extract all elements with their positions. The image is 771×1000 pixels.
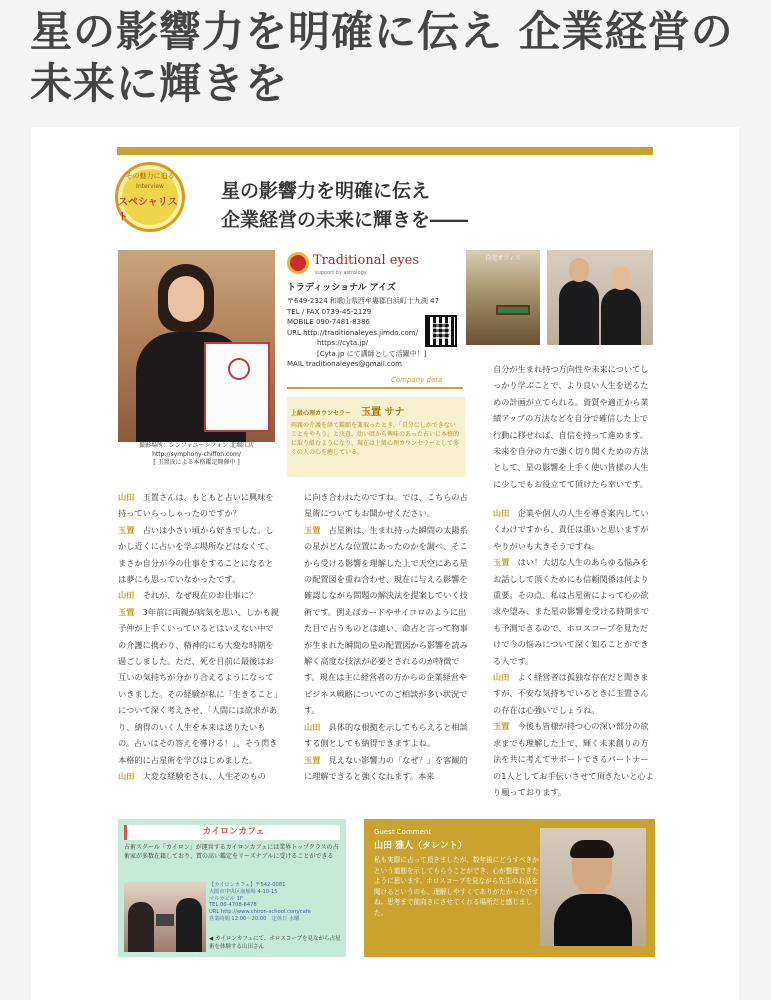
speaker: 玉置 bbox=[304, 524, 321, 535]
dialogue-line bbox=[118, 604, 280, 768]
dialogue-text: はい！大切な人生のあらゆる悩みをお話しして頂くためにも信頼関係は何より重要。その点、私は占星術によって心の欲求や望み、また星の影響を受ける時期までも予測できるので、ホロスコープを見ただけで今の悩みについて深く知ることができる人です。 bbox=[493, 557, 650, 666]
speaker: 玉置 bbox=[493, 557, 510, 568]
cairon-info-line: マルカビル 1F bbox=[209, 895, 243, 902]
portrait-caption bbox=[118, 442, 275, 470]
company-url: URL http://traditionaleyes.jimdo.com/ bbox=[287, 328, 418, 337]
seal-main-text: スペシャリスト bbox=[118, 197, 178, 223]
profile-role: 上級心理カウンセラー bbox=[291, 410, 352, 417]
seal-top-text: その魅力に迫る bbox=[125, 172, 175, 180]
dialogue-line bbox=[118, 489, 280, 522]
dialogue-text: 大変な経験をされ、人生そのもの bbox=[142, 770, 266, 781]
cairon-cafe-title: カイロンカフェ bbox=[124, 825, 340, 840]
company-logo-icon bbox=[287, 252, 309, 274]
qr-code-icon bbox=[425, 315, 457, 347]
cairon-info-line: URL http://www.chiron-school.com/cafe bbox=[209, 909, 311, 916]
guest-comment-label: Guest Comment bbox=[374, 828, 432, 836]
dialogue-line bbox=[304, 489, 468, 522]
dialogue-text: 企業や個人の人生を導き案内していくわけですから、責任は重いと思いますがやりがいも大きそうですね。 bbox=[493, 508, 649, 551]
top-gold-rule bbox=[117, 147, 653, 155]
cairon-cafe-photo bbox=[124, 882, 206, 952]
speaker: 山田 bbox=[118, 770, 135, 781]
office-photo bbox=[466, 250, 540, 345]
profile-name: 玉置 サナ bbox=[361, 407, 405, 418]
company-tel: TEL / FAX 0739-45-2129 bbox=[287, 307, 372, 316]
caption-location: 撮影場所：シンフォニーシフォン 北堀江店 bbox=[138, 442, 255, 449]
profile-text: 両親の介護を経て鑑願を兼取ったとき、「自分にしかできないことをやろう」と決意。幼い頃から興味のあった占いに本格的に取り組むようになり、現在は上級心理カウンセラーとして多くの人の心を癒している。 bbox=[291, 422, 460, 456]
caption-url: http://symphony-chiffon.com/ bbox=[152, 450, 241, 458]
dialogue-text: 見えない影響力の「なぜ？」を客観的に理解できると強くなれます。本来 bbox=[304, 754, 468, 781]
company-logo-tagline: support by astrology bbox=[315, 270, 367, 276]
interview-pair-photo bbox=[547, 250, 653, 345]
company-mobile: MOBILE 090-7481-8386 bbox=[287, 318, 371, 326]
company-name-ja: トラディッショナル アイズ bbox=[287, 283, 396, 293]
speaker: 山田 bbox=[118, 492, 135, 502]
cairon-info-line: 大阪市中央区南船場 4-10-15 bbox=[209, 888, 278, 895]
dialogue-text: に向き合われたのですね。では、こちらの占星術についてもお聞かせください。 bbox=[304, 492, 468, 519]
article-title-line-2: 企業経営の未来に輝きを―― bbox=[221, 209, 469, 231]
speaker: 玉置 bbox=[118, 524, 135, 535]
company-logo-name: Traditional eyes bbox=[313, 253, 420, 268]
cairon-cafe-caption: ◀ カイロンカフェにて、ホロスコープを見ながら占星術を体験する山田さん bbox=[209, 936, 341, 950]
company-data-label: Company data bbox=[391, 376, 443, 384]
column-3 bbox=[493, 505, 655, 800]
dialogue-text: 具体的な根拠を示してもらえると相談する側としても納得できますよね。 bbox=[304, 721, 468, 749]
dialogue-line bbox=[118, 522, 280, 588]
office-photo-label: 自宅オフィス bbox=[485, 255, 521, 262]
seal-interview-text: Interview bbox=[136, 183, 164, 190]
speaker: 玉置 bbox=[118, 606, 135, 617]
dialogue-line bbox=[493, 718, 655, 800]
dialogue-text: 占いは小さい頃から好きでした。しかし近くに占いを学ぶ場所などはなくて、まさか自分が今の仕事をすることになるとは夢にも思っていなかったです。 bbox=[118, 524, 274, 585]
dialogue-text: 3年前に両親が病気を思い、しかも親子仲が上手くいっているとはいえない中での介護に携わり、精神的にも大変な時期を過ごしました。ただ、死を目前に最後はお互いの気持ちが分かり合えるようになっていきました。その経験が私に「生きること」について深く考えさせ、「人間には欲求があり、納得のいく人生を本来は送りたいもの。占いはその答えを導ける！」。そう閃き本格的に占星術を学びはじめました。 bbox=[118, 606, 279, 765]
company-cyta-note: [Cyta.jp にて講師として活躍中！] bbox=[317, 349, 427, 358]
guest-name: 山田 雅人（タレント） bbox=[374, 841, 467, 851]
dialogue-line bbox=[118, 587, 280, 603]
speaker: 山田 bbox=[493, 672, 510, 683]
dialogue-line bbox=[493, 554, 655, 669]
speaker: 山田 bbox=[304, 721, 321, 732]
dialogue-text: 今後も皆様が持つ心の深い部分の欲求までも理解した上で、輝く未来創りの方法を共に考えてサポートできるパートナーの1人としてお手伝いさせて頂きたいと心より願っております。 bbox=[493, 721, 654, 797]
speaker: 玉置 bbox=[304, 754, 321, 765]
dialogue-line bbox=[493, 669, 655, 718]
cairon-info-line: TEL 06-4708-6478 bbox=[209, 902, 257, 909]
dialogue-text: 占星術は、生まれ持った瞬間の太陽系の星がどんな位置にあったのかを調べ、そこから受ける影響を理解した上で天空にある星の配置図を重ね合わせ、現在に与える影響を確認しながら問題の解決法を提案していく技術です。例えばカードやサイコロのように出た目で占うものとは違い、命占と言って物事が生まれた瞬間の星の配置図から影響を読み解く高度な技法が必要とされるのが特徴です。現在は主に経営者の方からの企業経営やビジネス戦略についてのご相談が多い状況です。 bbox=[304, 524, 468, 716]
dialogue-line bbox=[118, 768, 280, 784]
guest-photo bbox=[540, 828, 646, 946]
dialogue-line bbox=[304, 522, 468, 719]
caption-note: [ 玉置氏による本格鑑定開催中 ] bbox=[153, 459, 240, 466]
speaker: 山田 bbox=[118, 590, 135, 601]
company-cyta-url: https://cyta.jp/ bbox=[317, 339, 369, 347]
cairon-cafe-info bbox=[209, 882, 341, 923]
cairon-info-line: 【カイロンカフェ】〒542-0081 bbox=[209, 882, 286, 888]
dialogue-text: よく経営者は孤独な存在だと聞きますが、不安な気持ちでいるときに玉置さんの存在は心強いでしょうね。 bbox=[493, 672, 649, 715]
column-2 bbox=[304, 489, 468, 784]
dialogue-text: それが、なぜ現在のお仕事に？ bbox=[142, 590, 258, 601]
interview-seal bbox=[115, 162, 185, 232]
article-title-line-1: 星の影響力を明確に伝え bbox=[221, 180, 431, 202]
dialogue-line bbox=[304, 719, 468, 752]
magazine-page bbox=[31, 127, 739, 1000]
guest-comment-text: 私も実際に占って頂きましたが、数年後にどうすべきかという道筋を示してもらうことができ、心が整理できたように思います。ホロスコープを見ながら先生のお話を聞けるというのも、理解しやすくてありがたかったですね。思考まで前向きにさせてくれる場所だと感じました。 bbox=[374, 856, 539, 917]
column-1 bbox=[118, 489, 280, 784]
company-mail: MAIL traditionaleyes@gmail.com bbox=[287, 360, 402, 368]
column-3-intro: 自分が生まれ持つ方向性や未来についてしっかり学ぶことで、より良い人生を送るための計画が立てられる。資質や適正から業績アップの方法などを自分で確信した上で行動に移せれば、自信を持って進めます。未来を自分の力で強く切り開くための方法として、星の影響を上手く使い皆様の人生に少しでもお役立てて頂けたら幸いです。 bbox=[493, 364, 649, 489]
portrait-photo bbox=[118, 250, 275, 442]
cairon-cafe-intro: 占術スクール「カイロン」が運営するカイロンカフェには業界トップクラスの占術家が多数在籍しており、質の高い鑑定をリーズナブルに受けることができる bbox=[124, 844, 339, 860]
company-address: 〒649-2324 和歌山県西牟婁郡白浜町十九渕 47 bbox=[287, 297, 440, 305]
cairon-info-line: 営業時間 12:00～20:00 定休日 水曜 bbox=[209, 915, 300, 922]
article-title bbox=[221, 177, 641, 235]
page-heading: 星の影響力を明確に伝え 企業経営の未来に輝きを bbox=[30, 7, 734, 108]
speaker: 山田 bbox=[493, 508, 510, 518]
dialogue-line bbox=[304, 752, 468, 785]
speaker: 玉置 bbox=[493, 721, 510, 732]
dialogue-line bbox=[493, 505, 655, 554]
dialogue-text: 玉置さんは、もともと占いに興味を持っていらっしゃったのですか？ bbox=[118, 492, 274, 519]
